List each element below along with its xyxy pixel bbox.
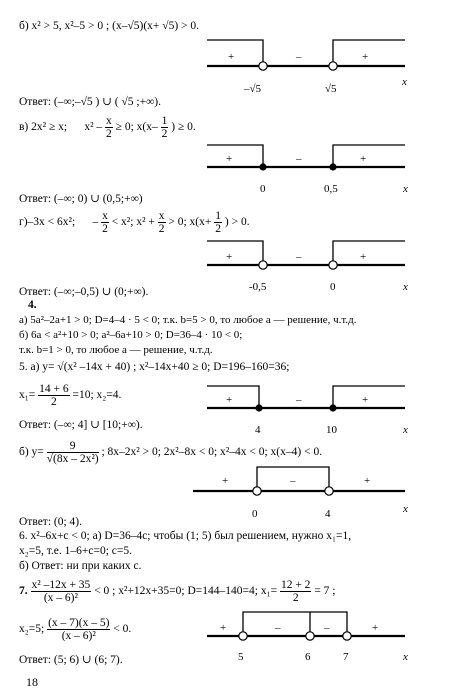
fraction: $\frac{x}{2}$ — [102, 210, 108, 236]
g1-part-b: < x²; x² + — [111, 216, 155, 229]
tick-label: 0,5 — [324, 183, 338, 195]
tick-label: 7 — [343, 651, 349, 663]
problem-number-7: 7. — [19, 585, 28, 598]
problem-6-line2: x₂=5, т.е. 1–6+c=0; c=5. — [19, 545, 132, 557]
sign-label: + — [364, 475, 371, 487]
problem-4-line3: т.к. b=1 > 0, то любое a — решение, ч.т.д. — [19, 344, 213, 356]
sign-label: + — [226, 394, 233, 406]
tick-label: √5 — [325, 83, 337, 95]
sign-label: – — [296, 153, 302, 165]
sign-label: + — [360, 251, 367, 263]
closed-point — [329, 163, 336, 170]
number-line-g1 — [207, 241, 408, 293]
g1-minus: – — [92, 216, 99, 229]
problem-6-line3: б) Ответ: ни при каких c. — [19, 560, 142, 572]
sign-label: + — [226, 153, 233, 165]
tick-label: 0 — [330, 281, 336, 293]
x1-value: =10; x₂=4. — [72, 389, 122, 402]
x2-label: x₂=5; — [19, 623, 45, 636]
open-point — [329, 62, 337, 70]
7-tail: = 7 ; — [314, 585, 336, 598]
tick-label: -0,5 — [249, 281, 267, 293]
problem-number-4: 4. — [28, 299, 37, 311]
answer-b1: Ответ: (–∞;–√5 ) ∪ ( √5 ;+∞). — [19, 96, 161, 108]
x1-label: x₁= — [19, 389, 36, 402]
axis-label: x — [403, 424, 408, 436]
open-point — [259, 261, 267, 269]
problem-5b-line — [19, 440, 322, 465]
fraction: $\frac{9}{\text{√(8x – 2x²)}}$ — [46, 440, 99, 466]
problem-4-line1: а) 5a²–2a+1 > 0; D=4–4 · 5 < 0; т.к. b=5 > 0, то любое a — решение, ч.т.д. — [19, 314, 357, 326]
sign-label: – — [290, 475, 296, 487]
answer-v1: Ответ: (–∞; 0) ∪ (0,5;+∞) — [19, 193, 143, 205]
tick-label: 6 — [305, 651, 311, 663]
answer-7: Ответ: (5; 6) ∪ (6; 7). — [19, 654, 123, 666]
tick-label: 4 — [255, 424, 261, 436]
section-b1-line: б) x² > 5, x²–5 > 0 ; (x–√5)(x+ √5) > 0. — [19, 20, 200, 32]
g1-part-c: > 0; x(x+ — [168, 216, 212, 229]
5b-rest: ; 8x–2x² > 0; 2x²–8x < 0; x²–4x < 0; x(x–4) < 0. — [101, 446, 323, 459]
open-point — [325, 487, 333, 495]
number-line-7 — [207, 612, 408, 663]
v1-part-c: ≥ 0; x(x– — [115, 121, 158, 134]
fraction: $\frac{1}{2}$ — [215, 210, 221, 236]
v1-part-a: в) 2x² ≥ x; — [19, 121, 68, 134]
7-tail2: < 0. — [113, 623, 132, 636]
tick-label: 0 — [260, 183, 266, 195]
problem-5a-roots — [19, 383, 121, 408]
v1-part-b: x² – — [84, 121, 103, 134]
g1-part-d: ) > 0. — [224, 216, 250, 229]
open-point — [239, 632, 247, 640]
sign-label: – — [324, 622, 330, 634]
tick-label: 4 — [325, 508, 331, 520]
sign-label: – — [296, 251, 302, 263]
sign-label: + — [222, 475, 229, 487]
number-line-b1 — [207, 40, 407, 95]
axis-label: x — [403, 651, 408, 663]
open-point — [306, 632, 314, 640]
closed-point — [255, 404, 262, 411]
section-v1-line — [19, 115, 196, 140]
sign-label: + — [362, 51, 369, 63]
sign-label: + — [372, 622, 379, 634]
7-mid: < 0 ; x²+12x+35=0; D=144–140=4; x₁= — [94, 585, 278, 598]
fraction: $\frac{(x - 7)(x - 5)}{\text{(x – 6)²}}$ — [48, 617, 110, 643]
sign-label: – — [296, 51, 302, 63]
number-line-5b — [193, 467, 408, 520]
fraction: $\frac{14 + 6}{2}$ — [39, 383, 69, 409]
sign-label: + — [360, 153, 367, 165]
section-g1-line — [19, 210, 250, 235]
tick-label: 5 — [238, 651, 244, 663]
fraction: $\frac{12 + 2}{2}$ — [280, 579, 311, 605]
v1-part-d: ) ≥ 0. — [171, 121, 196, 134]
axis-label: x — [403, 281, 408, 293]
open-point — [329, 261, 337, 269]
y-label: б) y= — [19, 446, 44, 459]
tick-label: 10 — [326, 424, 337, 436]
number-line-v1 — [207, 145, 408, 195]
open-point — [343, 632, 351, 640]
sign-label: – — [275, 622, 281, 634]
sign-label: + — [362, 394, 369, 406]
number-line-5a — [207, 386, 408, 436]
answer-5a: Ответ: (–∞; 4] ∪ [10;+∞). — [19, 419, 143, 431]
g1-part-a: г)–3x < 6x²; — [19, 216, 76, 229]
answer-g1: Ответ: (–∞;–0,5) ∪ (0;+∞). — [19, 286, 149, 298]
closed-point — [259, 163, 266, 170]
sign-label: + — [226, 251, 233, 263]
problem-4-line2: б) 6a < a²+10 > 0; a²–6a+10 > 0; D=36–4 · 10 < 0; — [19, 329, 243, 341]
open-point — [259, 62, 267, 70]
tick-label: –√5 — [244, 83, 262, 95]
closed-point — [329, 404, 336, 411]
fraction: $\frac{x}{2}$ — [106, 115, 112, 141]
sign-label: – — [296, 394, 302, 406]
problem-7-line1 — [19, 579, 336, 604]
axis-label: x — [403, 503, 408, 515]
sign-label: + — [220, 622, 227, 634]
answer-5b: Ответ: (0; 4). — [19, 516, 82, 528]
axis-label: x — [402, 76, 407, 88]
fraction: $\frac{\text{x² –12x + 35}}{\text{(x – 6)²}}$ — [31, 579, 91, 605]
fraction: $\frac{1}{2}$ — [161, 115, 168, 141]
sign-label: + — [228, 51, 235, 63]
page-number: 18 — [26, 675, 38, 689]
fraction: $\frac{x}{2}$ — [158, 210, 165, 236]
problem-6-line1: 6. x²–6x+c < 0; а) D=36–4c; чтобы (1; 5) был решением, нужно x₁=1, — [19, 530, 352, 542]
problem-7-line2 — [19, 617, 131, 642]
open-point — [253, 487, 261, 495]
problem-5a-line1: 5. а) y= √(x² –14x + 40) ; x²–14x+40 ≥ 0; D=196–160=36; — [19, 361, 290, 373]
tick-label: 0 — [252, 508, 258, 520]
axis-label: x — [403, 183, 408, 195]
